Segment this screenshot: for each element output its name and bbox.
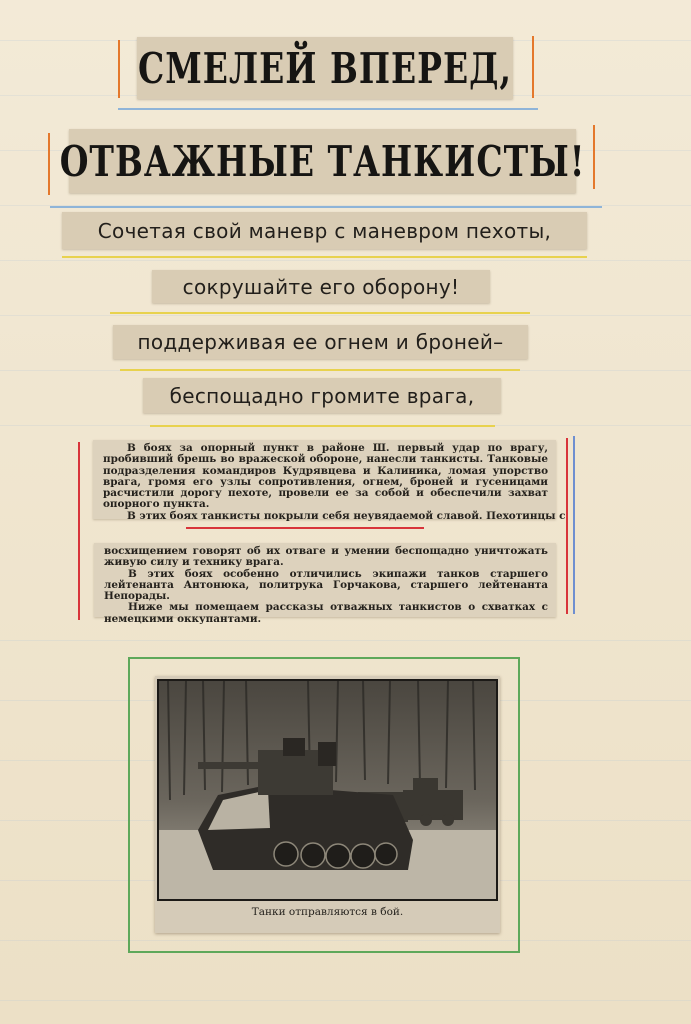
article-paragraph: восхищением говорят об их отваге и умении беспощадно уничтожать живую силу и технику врага. bbox=[104, 545, 548, 569]
slogan-strip-1 bbox=[62, 212, 587, 249]
headline-clipping-1 bbox=[137, 37, 513, 99]
red-pencil-mark bbox=[566, 438, 568, 614]
yellow-pencil-underline bbox=[150, 425, 495, 427]
article-paragraph: В боях за опорный пункт в районе Ш. первый удар по врагу, пробивший брешь во вражеской обороне, нанесли танкисты. Танковые подразделения командиров Кудрявцева и Калиника, ломая упорство врага, громя его узлы сопротивления, огнем, броней и гусеницами расчистили дорогу пехоте, провели ее за собой и обеспечили захват опорного пункта. bbox=[103, 442, 548, 511]
photo-caption: Танки отправляются в бой. bbox=[251, 906, 404, 918]
orange-pencil-mark bbox=[532, 36, 534, 98]
slogan-text-2: сокрушайте его оборону! bbox=[182, 274, 460, 299]
blue-pencil-underline bbox=[118, 108, 538, 110]
article-clipping-2 bbox=[94, 543, 556, 625]
yellow-pencil-underline bbox=[110, 312, 530, 314]
slogan-text-1: Сочетая свой маневр с маневром пехоты, bbox=[97, 218, 552, 243]
headline-line-2: ОТВАЖНЫЕ ТАНКИСТЫ! bbox=[59, 136, 586, 186]
article-paragraph: В этих боях особенно отличились экипажи танков старшего лейтенанта Антонюка, политрука Горчакова, старшего лейтенанта Непорады. bbox=[104, 567, 548, 603]
red-pencil-mark bbox=[78, 442, 80, 620]
article-paragraph: Ниже мы помещаем рассказы отважных танкистов о схватках с немецкими оккупантами. bbox=[104, 601, 548, 625]
headline-line-1: СМЕЛЕЙ ВПЕРЕД, bbox=[138, 43, 512, 93]
blue-pencil-underline bbox=[50, 206, 602, 208]
yellow-pencil-underline bbox=[62, 256, 587, 258]
article-paragraph: В этих боях танкисты покрыли себя неувядаемой славой. Пехотинцы с bbox=[127, 509, 566, 522]
photo-clipping bbox=[155, 676, 500, 933]
slogan-strip-4 bbox=[143, 378, 501, 413]
article-clipping-1 bbox=[93, 440, 566, 522]
orange-pencil-mark bbox=[48, 133, 50, 195]
orange-pencil-mark bbox=[593, 125, 595, 189]
slogan-text-3: поддерживая ее огнем и броней– bbox=[137, 330, 504, 354]
headline-clipping-2 bbox=[59, 129, 586, 193]
slogan-text-4: беспощадно громите врага, bbox=[169, 383, 475, 408]
slogan-strip-3 bbox=[113, 325, 528, 359]
tank-photo bbox=[158, 680, 497, 900]
orange-pencil-mark bbox=[118, 40, 120, 98]
yellow-pencil-underline bbox=[120, 369, 520, 371]
blue-pencil-mark bbox=[573, 436, 575, 614]
red-pencil-underline bbox=[186, 527, 424, 529]
slogan-strip-2 bbox=[152, 270, 490, 303]
